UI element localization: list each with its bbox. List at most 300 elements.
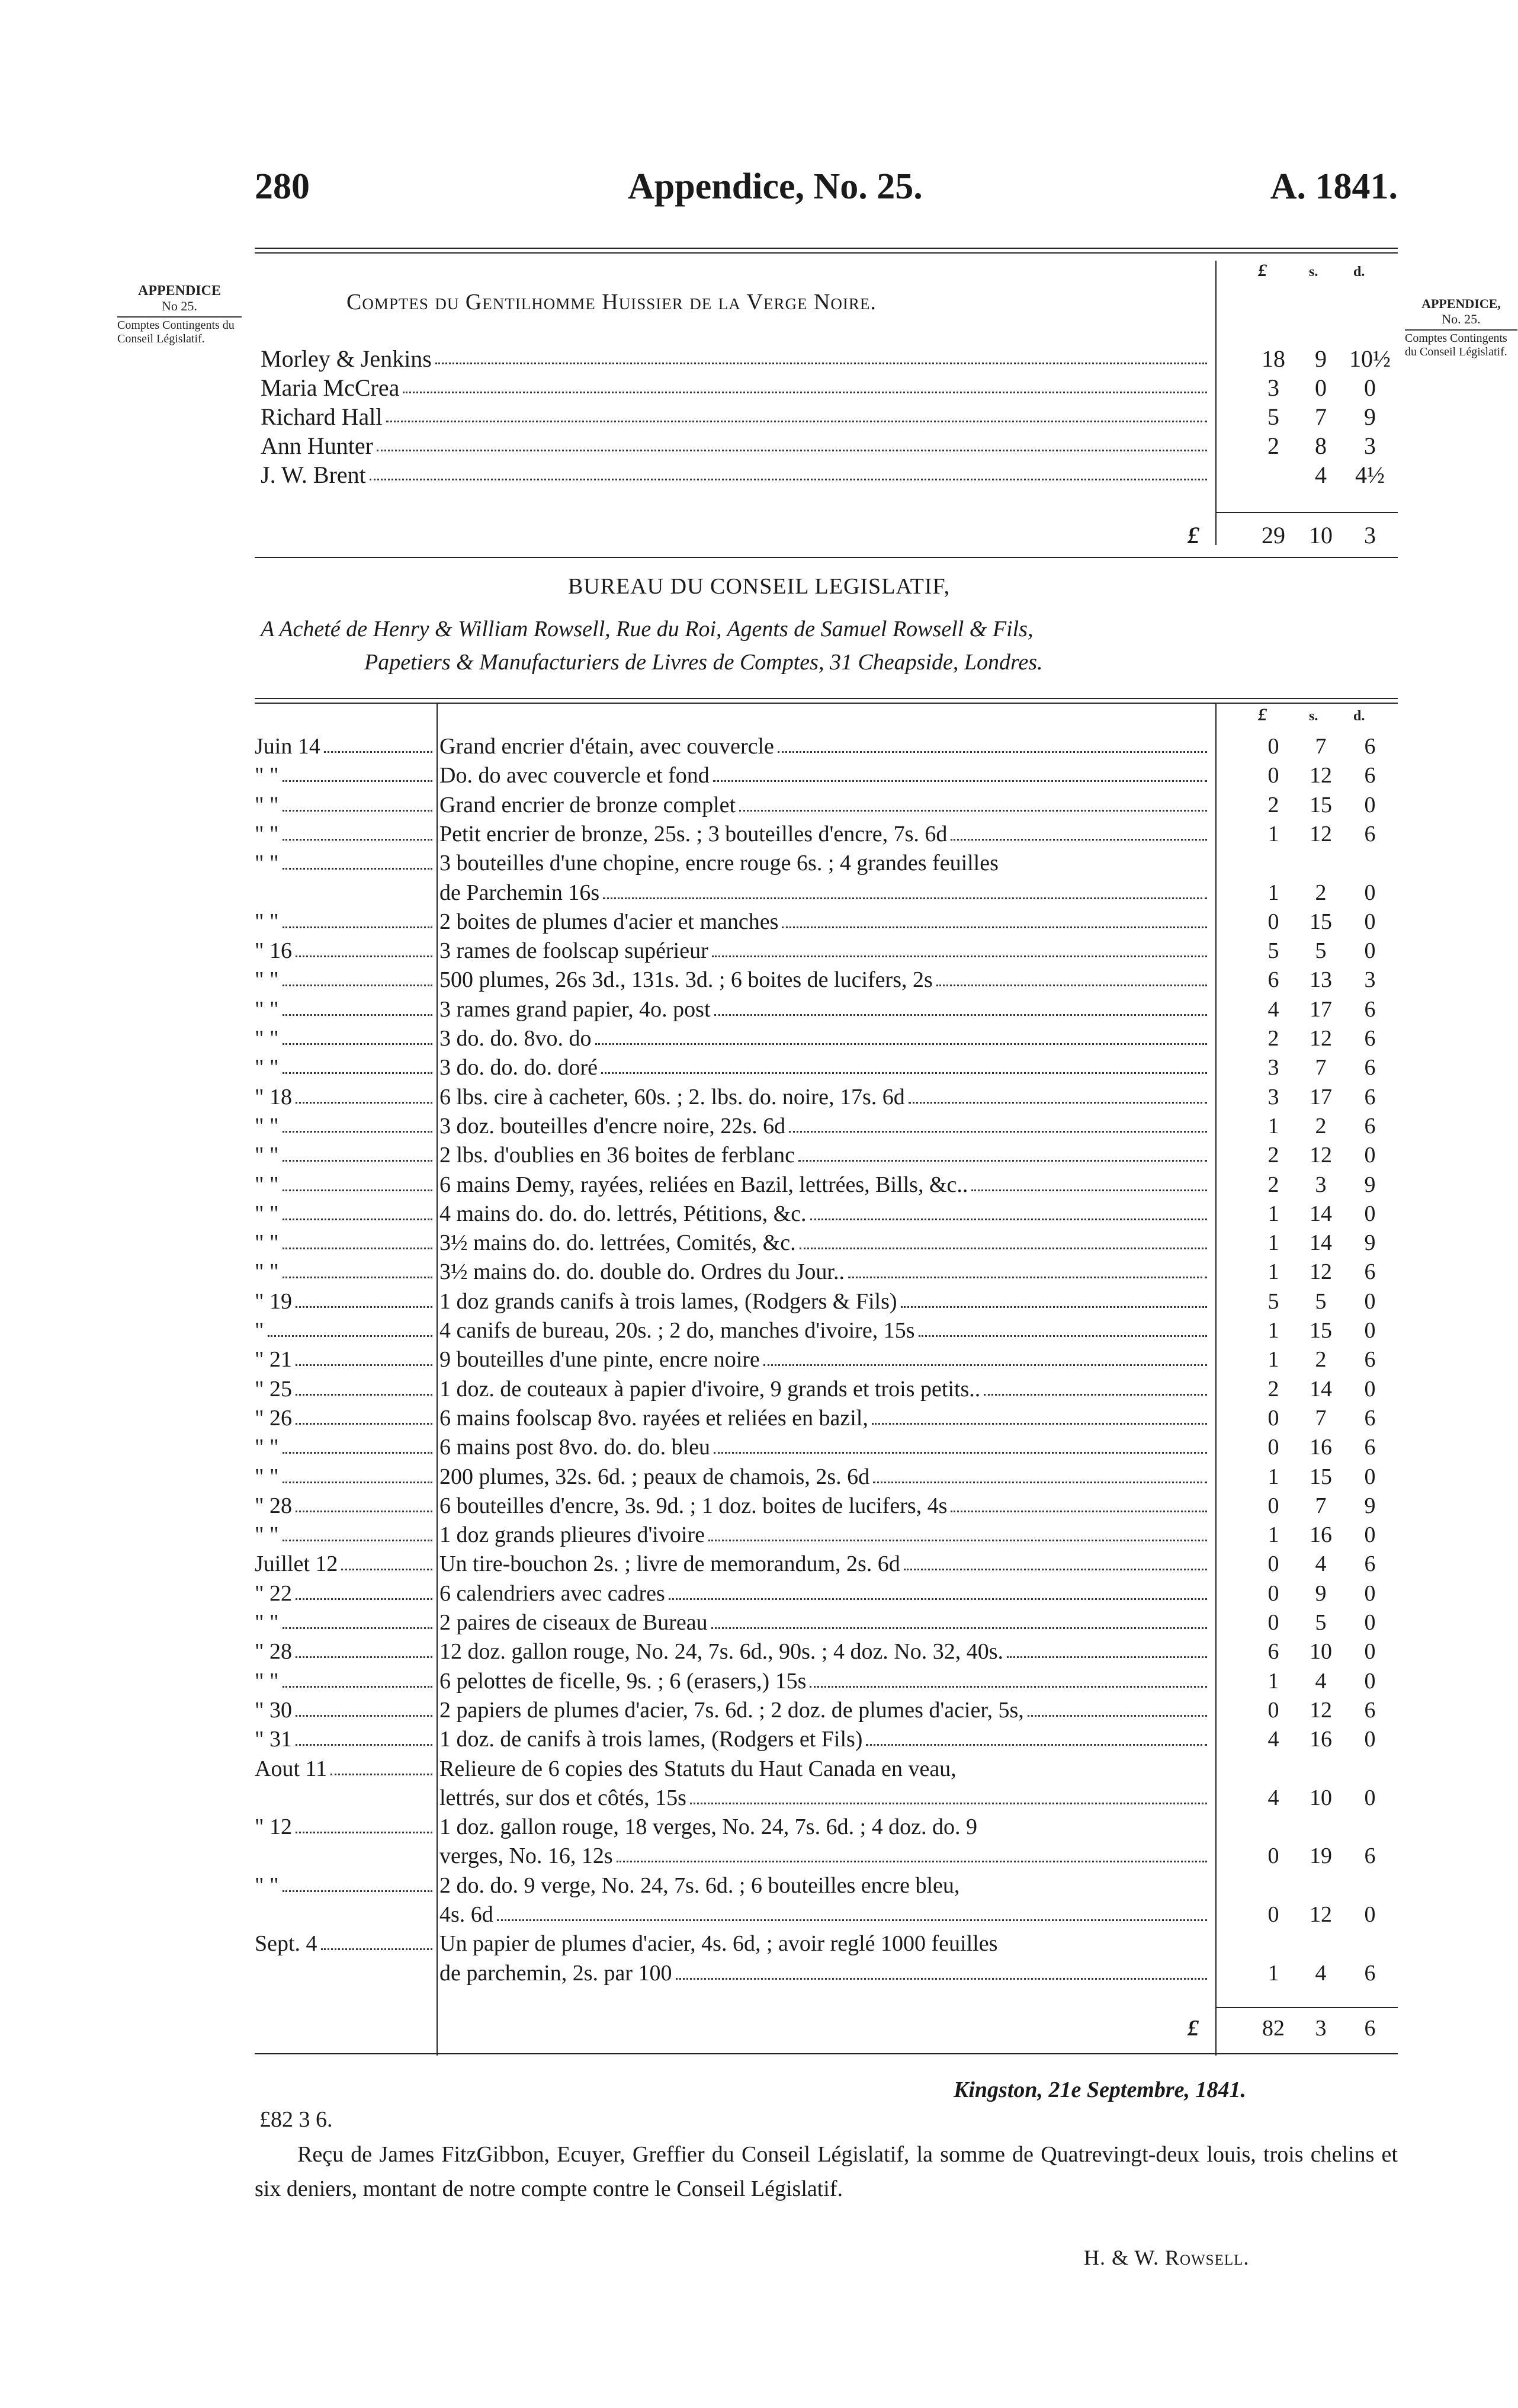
page-header <box>255 166 1398 219</box>
date-leader-dots <box>283 922 432 928</box>
section1-total-pence: 3 <box>1364 522 1376 549</box>
amount-pounds: 0 <box>1267 1902 1279 1927</box>
entry-date: " 25 <box>255 1377 293 1402</box>
amount-shillings: 7 <box>1315 734 1327 759</box>
entry-description: 2 paires de ciseaux de Bureau <box>439 1610 708 1635</box>
amount-shillings: 15 <box>1310 793 1332 817</box>
date-leader-dots <box>296 1739 432 1746</box>
amount-shillings: 5 <box>1315 938 1327 963</box>
amount-pence: 6 <box>1364 1085 1376 1110</box>
margin-note-left <box>117 283 242 346</box>
entry-date: " 16 <box>255 938 293 963</box>
entry-description: 2 papiers de plumes d'acier, 7s. 6d. ; 2 doz. de plumes d'acier, 5s, <box>439 1698 1024 1723</box>
leader-dots <box>617 1855 1207 1862</box>
date-leader-dots <box>283 980 432 986</box>
amount-pence: 6 <box>1364 1055 1376 1080</box>
entry-description: 6 bouteilles d'encre, 3s. 9d. ; 1 doz. boites de lucifers, 4s <box>439 1493 948 1518</box>
section1-total-pounds: 29 <box>1262 522 1285 549</box>
entry-date: " 28 <box>255 1493 293 1518</box>
shillings-header: s. <box>1309 264 1318 280</box>
amount-shillings: 16 <box>1310 1522 1332 1547</box>
date-leader-dots <box>283 775 432 782</box>
leader-dots <box>971 1184 1207 1191</box>
entry-description: 3½ mains do. do. lettrées, Comités, &c. <box>439 1230 796 1255</box>
entry-row <box>255 1201 1398 1230</box>
entry-date: " " <box>255 1259 279 1284</box>
entry-description: 3 rames de foolscap supérieur <box>439 938 708 963</box>
leader-dots <box>778 745 1207 753</box>
margin-note-left-number: No 25. <box>162 299 197 313</box>
entry-row <box>255 821 1398 850</box>
amount-pence: 0 <box>1364 1902 1376 1927</box>
date-leader-dots <box>283 1272 432 1278</box>
entry-row <box>255 1230 1398 1259</box>
section1-row <box>255 403 1398 432</box>
entry-row <box>255 1609 1398 1639</box>
entry-date: Juillet 12 <box>255 1551 338 1576</box>
amount-pence: 6 <box>1364 822 1376 847</box>
pence-header: d. <box>1353 264 1365 280</box>
entry-description: Petit encrier de bronze, 25s. ; 3 bouteilles d'encre, 7s. 6d <box>439 822 948 847</box>
section2-total-shillings: 3 <box>1315 2016 1327 2041</box>
date-leader-dots <box>283 1038 432 1045</box>
amount-pence: 6 <box>1364 1114 1376 1139</box>
entry-row <box>255 996 1398 1025</box>
section2-title: BUREAU DU CONSEIL LEGISLATIF, <box>567 574 951 599</box>
amount-pence: 0 <box>1364 1143 1376 1168</box>
amount-shillings: 12 <box>1310 1259 1332 1284</box>
entry-row <box>255 1960 1398 1989</box>
section1-row <box>255 461 1398 490</box>
date-leader-dots <box>283 1185 432 1191</box>
leader-dots <box>712 950 1207 957</box>
amount-pence: 6 <box>1364 1843 1376 1868</box>
date-leader-dots <box>324 746 432 753</box>
entry-row <box>255 1405 1398 1434</box>
entry-row <box>255 1084 1398 1113</box>
section2-end-rule <box>255 2053 1398 2054</box>
section2-subtitle-line1: A Acheté de Henry & William Rowsell, Rue du Roi, Agents de Samuel Rowsell & Fils, <box>261 617 1034 642</box>
entry-description: 6 lbs. cire à cacheter, 60s. ; 2. lbs. do. noire, 17s. 6d <box>439 1085 905 1110</box>
entry-row <box>255 1639 1398 1668</box>
amount-pence: 6 <box>1364 1551 1376 1576</box>
date-leader-dots <box>283 834 432 841</box>
amount-shillings: 17 <box>1310 1085 1332 1110</box>
entry-description: verges, No. 16, 12s <box>439 1843 613 1868</box>
amount-shillings: 19 <box>1310 1843 1332 1868</box>
amount-shillings: 7 <box>1315 1406 1327 1431</box>
date-leader-dots <box>283 1155 432 1162</box>
amount-pence: 10½ <box>1349 345 1391 372</box>
date-leader-dots <box>296 1097 432 1104</box>
entry-row <box>255 1785 1398 1814</box>
amount-pounds: 1 <box>1267 1259 1279 1284</box>
entry-date: Sept. 4 <box>255 1931 317 1956</box>
amount-pounds: 0 <box>1267 1843 1279 1868</box>
section1-row <box>255 345 1398 374</box>
entry-row <box>255 1288 1398 1317</box>
section1-total-row <box>255 521 1398 551</box>
entry-row <box>255 1054 1398 1083</box>
amount-shillings: 16 <box>1310 1727 1332 1752</box>
amount-shillings: 12 <box>1310 763 1332 788</box>
amount-shillings: 5 <box>1315 1289 1327 1314</box>
date-leader-dots <box>296 951 432 957</box>
amount-pence: 6 <box>1364 1347 1376 1372</box>
amount-shillings: 15 <box>1310 1318 1332 1343</box>
amount-pounds: 4 <box>1267 1785 1279 1810</box>
date-leader-dots <box>283 1214 432 1220</box>
leader-dots <box>936 979 1207 986</box>
entry-row <box>255 1551 1398 1580</box>
date-leader-dots <box>341 1564 432 1570</box>
entry-description: de Parchemin 16s <box>439 880 600 905</box>
amount-pence: 0 <box>1364 1581 1376 1606</box>
header-rule-2 <box>255 252 1398 254</box>
amount-pence: 0 <box>1364 1639 1376 1664</box>
amount-pounds: 18 <box>1262 345 1285 372</box>
amount-shillings: 3 <box>1315 1172 1327 1197</box>
section2-top-rule <box>255 698 1398 699</box>
amount-pence: 0 <box>1364 1785 1376 1810</box>
amount-pounds: 0 <box>1267 1435 1279 1460</box>
amount-pence: 0 <box>1364 1464 1376 1489</box>
amount-pounds: 2 <box>1267 1172 1279 1197</box>
amount-pounds: 1 <box>1267 822 1279 847</box>
section2-subtitle-line2: Papetiers & Manufacturiers de Livres de Comptes, 31 Cheapside, Londres. <box>364 650 1043 675</box>
margin-note-right-number: No. 25. <box>1442 312 1481 326</box>
leader-dots <box>739 804 1207 812</box>
date-leader-dots <box>283 1535 432 1541</box>
leader-dots <box>873 1476 1207 1483</box>
entry-row <box>255 850 1398 879</box>
amount-shillings: 15 <box>1310 909 1332 934</box>
section2-total-row <box>255 2015 1398 2044</box>
amount-pence: 0 <box>1364 1610 1376 1635</box>
date-leader-dots <box>296 1418 432 1425</box>
entry-date: " " <box>255 1669 279 1694</box>
amount-pence: 0 <box>1364 1289 1376 1314</box>
amount-pounds: 2 <box>1267 1026 1279 1051</box>
amount-shillings: 10 <box>1310 1639 1332 1664</box>
section1-title: Comptes du Gentilhomme Huissier de la Verge Noire. <box>346 290 877 315</box>
entry-row <box>255 1172 1398 1201</box>
amount-pounds: 1 <box>1267 1464 1279 1489</box>
amount-shillings: 17 <box>1310 997 1332 1022</box>
amount-pounds: 6 <box>1267 1639 1279 1664</box>
leader-dots <box>1028 1709 1207 1717</box>
leader-dots <box>904 1563 1207 1570</box>
entry-date: " " <box>255 967 279 992</box>
amount-pounds: 5 <box>1267 1289 1279 1314</box>
leader-dots <box>848 1271 1207 1278</box>
date-leader-dots <box>283 1067 432 1074</box>
amount-pounds: 1 <box>1267 1522 1279 1547</box>
entry-date: " " <box>255 1464 279 1489</box>
entry-row <box>255 792 1398 821</box>
section1-row <box>255 374 1398 403</box>
entry-description: 3½ mains do. do. double do. Ordres du Jour.. <box>439 1259 845 1284</box>
entry-row <box>255 733 1398 762</box>
entry-description: 3 do. do. 8vo. do <box>439 1026 592 1051</box>
amount-shillings: 12 <box>1310 1143 1332 1168</box>
entry-date: " " <box>255 1522 279 1547</box>
entry-date: " " <box>255 1143 279 1168</box>
amount-shillings: 10 <box>1310 1785 1332 1810</box>
amount-pence: 6 <box>1364 734 1376 759</box>
leader-dots <box>798 1154 1207 1162</box>
entry-row <box>255 762 1398 791</box>
place-date: Kingston, 21e Septembre, 1841. <box>954 2077 1247 2102</box>
entry-row <box>255 1317 1398 1346</box>
amount-shillings: 4 <box>1315 1961 1327 1986</box>
entry-description: 2 boites de plumes d'acier et manches <box>439 909 779 934</box>
entry-row <box>255 1434 1398 1463</box>
leader-dots <box>676 1972 1207 1980</box>
payee-name: Morley & Jenkins <box>261 345 432 372</box>
amount-pounds: 0 <box>1267 909 1279 934</box>
leader-dots <box>377 444 1207 451</box>
amount-pounds: 0 <box>1267 1406 1279 1431</box>
pounds-header-2: £ <box>1258 705 1267 724</box>
leader-dots <box>901 1300 1207 1308</box>
date-leader-dots <box>283 1009 432 1016</box>
entry-description: 3 bouteilles d'une chopine, encre rouge 6s. ; 4 grandes feuilles <box>439 851 999 876</box>
entry-description: 200 plumes, 32s. 6d. ; peaux de chamois, 2s. 6d <box>439 1464 870 1489</box>
leader-dots <box>763 1358 1207 1366</box>
leader-dots <box>711 1621 1207 1629</box>
entry-date: Juin 14 <box>255 734 320 759</box>
entry-date: " " <box>255 1873 279 1898</box>
entry-date: " " <box>255 1201 279 1226</box>
entry-description: 1 doz grands plieures d'ivoire <box>439 1522 705 1547</box>
leader-dots <box>782 921 1207 928</box>
leader-dots <box>403 386 1207 393</box>
amount-pounds: 1 <box>1267 1669 1279 1694</box>
leader-dots <box>919 1329 1207 1337</box>
amount-shillings: 12 <box>1310 1026 1332 1051</box>
amount-pounds: 2 <box>1267 432 1279 459</box>
amount-pence: 6 <box>1364 1406 1376 1431</box>
receipt-sum: £82 3 6. <box>259 2107 333 2132</box>
amount-pounds: 2 <box>1267 1143 1279 1168</box>
date-leader-dots <box>268 1330 432 1337</box>
leader-dots <box>690 1797 1207 1804</box>
amount-pence: 0 <box>1364 938 1376 963</box>
margin-note-right-title: APPENDICE, <box>1421 296 1501 311</box>
entry-date: " " <box>255 1610 279 1635</box>
amount-shillings: 4 <box>1315 1551 1327 1576</box>
entry-description: Un papier de plumes d'acier, 4s. 6d, ; avoir reglé 1000 feuilles <box>439 1931 998 1956</box>
amount-shillings: 14 <box>1310 1377 1332 1402</box>
leader-dots <box>713 774 1207 782</box>
entry-date: " 21 <box>255 1347 293 1372</box>
payee-name: Maria McCrea <box>261 374 400 401</box>
amount-pence: 9 <box>1364 1230 1376 1255</box>
entry-date: " 26 <box>255 1406 293 1431</box>
leader-dots <box>370 473 1207 480</box>
entry-row <box>255 938 1398 967</box>
entry-date: " " <box>255 909 279 934</box>
amount-pounds: 0 <box>1267 1581 1279 1606</box>
amount-shillings: 14 <box>1310 1230 1332 1255</box>
leader-dots <box>789 1125 1207 1133</box>
entry-description: 4s. 6d <box>439 1902 493 1927</box>
amount-pounds: 5 <box>1267 938 1279 963</box>
amount-pence: 4½ <box>1355 461 1385 488</box>
leader-dots <box>386 415 1207 422</box>
amount-pounds: 0 <box>1267 763 1279 788</box>
section2-total-pounds: 82 <box>1262 2016 1285 2041</box>
leader-dots <box>1007 1650 1207 1658</box>
date-leader-dots <box>296 1301 432 1308</box>
section2-total-rule <box>1215 2007 1398 2008</box>
amount-pence: 0 <box>1364 1201 1376 1226</box>
entry-date: " 31 <box>255 1727 293 1752</box>
amount-shillings: 15 <box>1310 1464 1332 1489</box>
amount-shillings: 5 <box>1315 1610 1327 1635</box>
amount-pence: 6 <box>1364 763 1376 788</box>
amount-pence: 0 <box>1364 374 1376 401</box>
date-leader-dots <box>283 1681 432 1688</box>
leader-dots <box>951 1505 1207 1512</box>
entry-description: de parchemin, 2s. par 100 <box>439 1961 672 1986</box>
leader-dots <box>800 1242 1207 1249</box>
entry-row <box>255 1493 1398 1522</box>
date-leader-dots <box>330 1769 432 1775</box>
amount-shillings: 7 <box>1315 403 1327 430</box>
amount-shillings: 14 <box>1310 1201 1332 1226</box>
entry-date: " 12 <box>255 1814 293 1839</box>
amount-pounds: 1 <box>1267 1201 1279 1226</box>
entry-date: " " <box>255 997 279 1022</box>
entry-date: " " <box>255 763 279 788</box>
amount-shillings: 16 <box>1310 1435 1332 1460</box>
entry-row <box>255 1814 1398 1843</box>
leader-dots <box>601 1066 1207 1074</box>
section2-currency-header <box>1214 705 1398 729</box>
entry-row <box>255 1756 1398 1785</box>
entry-row <box>255 967 1398 996</box>
leader-dots <box>708 1534 1207 1541</box>
date-leader-dots <box>283 1243 432 1249</box>
section2-total-symbol: £ <box>1188 2016 1199 2041</box>
margin-note-right-text: Comptes Contingents du Conseil Législatif. <box>1405 329 1517 359</box>
margin-note-left-text: Comptes Contingents du Conseil Législatif. <box>117 316 242 346</box>
entry-date: " " <box>255 851 279 876</box>
entry-description: 6 mains post 8vo. do. do. bleu <box>439 1435 711 1460</box>
amount-pounds: 3 <box>1267 374 1279 401</box>
date-leader-dots <box>283 1623 432 1629</box>
amount-shillings: 7 <box>1315 1055 1327 1080</box>
leader-dots <box>951 833 1207 841</box>
entry-date: " " <box>255 793 279 817</box>
section1-end-rule <box>255 557 1398 558</box>
amount-shillings: 12 <box>1310 1902 1332 1927</box>
amount-pence: 6 <box>1364 1961 1376 1986</box>
entry-row <box>255 1872 1398 1902</box>
amount-pounds: 1 <box>1267 1347 1279 1372</box>
entry-description: 6 mains foolscap 8vo. rayées et reliées en bazil, <box>439 1406 868 1431</box>
entry-row <box>255 1726 1398 1755</box>
date-leader-dots <box>296 1710 432 1717</box>
amount-pence: 9 <box>1364 1172 1376 1197</box>
entry-description: Un tire-bouchon 2s. ; livre de memorandum, 2s. 6d <box>439 1551 900 1576</box>
date-leader-dots <box>296 1506 432 1512</box>
entry-row <box>255 1464 1398 1493</box>
date-leader-dots <box>296 1389 432 1396</box>
section1-total-symbol: £ <box>1188 522 1199 549</box>
amount-shillings: 2 <box>1315 880 1327 905</box>
amount-shillings: 0 <box>1315 374 1327 401</box>
entry-description: 500 plumes, 26s 3d., 131s. 3d. ; 6 boites de lucifers, 2s <box>439 967 933 992</box>
amount-pounds: 2 <box>1267 793 1279 817</box>
amount-shillings: 9 <box>1315 1581 1327 1606</box>
leader-dots <box>810 1213 1207 1220</box>
entry-row <box>255 1902 1398 1931</box>
entry-row <box>255 880 1398 909</box>
date-leader-dots <box>296 1359 432 1366</box>
amount-pounds: 3 <box>1267 1055 1279 1080</box>
entry-description: 1 doz grands canifs à trois lames, (Rodgers & Fils) <box>439 1289 897 1314</box>
payee-name: Richard Hall <box>261 403 383 430</box>
entry-description: 1 doz. gallon rouge, 18 verges, No. 24, 7s. 6d. ; 4 doz. do. 9 <box>439 1814 978 1839</box>
entry-date: Aout 11 <box>255 1756 328 1781</box>
leader-dots <box>984 1388 1207 1396</box>
amount-pounds: 3 <box>1267 1085 1279 1110</box>
amount-pence: 3 <box>1364 432 1376 459</box>
page-title: Appendice, No. 25. <box>628 166 923 207</box>
entry-row <box>255 1142 1398 1171</box>
section1-currency-header <box>1214 261 1398 284</box>
leader-dots <box>714 1446 1207 1454</box>
entry-description: 3 doz. bouteilles d'encre noire, 22s. 6d <box>439 1114 786 1139</box>
amount-pence: 6 <box>1364 1698 1376 1723</box>
entry-row <box>255 1931 1398 1960</box>
entry-description: 6 pelottes de ficelle, 9s. ; 6 (erasers,) 15s <box>439 1669 807 1694</box>
amount-pounds: 4 <box>1267 1727 1279 1752</box>
entry-description: 2 lbs. d'oublies en 36 boites de ferblanc <box>439 1143 795 1168</box>
amount-shillings: 8 <box>1315 432 1327 459</box>
amount-shillings: 2 <box>1315 1347 1327 1372</box>
entry-date: " " <box>255 1055 279 1080</box>
amount-shillings: 4 <box>1315 1669 1327 1694</box>
date-leader-dots <box>296 1652 432 1658</box>
amount-pounds: 0 <box>1267 1610 1279 1635</box>
entry-description: 3 do. do. do. doré <box>439 1055 598 1080</box>
amount-pounds: 1 <box>1267 1230 1279 1255</box>
header-rule <box>255 248 1398 249</box>
section1-total-rule <box>1215 512 1398 513</box>
amount-pence: 9 <box>1364 403 1376 430</box>
entry-row <box>255 1668 1398 1697</box>
leader-dots <box>810 1680 1207 1688</box>
amount-pounds: 0 <box>1267 734 1279 759</box>
amount-pence: 0 <box>1364 909 1376 934</box>
date-leader-dots <box>296 1593 432 1600</box>
entry-description: 2 do. do. 9 verge, No. 24, 7s. 6d. ; 6 bouteilles encre bleu, <box>439 1873 960 1898</box>
entry-description: Relieure de 6 copies des Statuts du Haut Canada en veau, <box>439 1756 957 1781</box>
entry-description: 1 doz. de canifs à trois lames, (Rodgers et Fils) <box>439 1727 863 1752</box>
page-number: 280 <box>255 166 310 207</box>
date-leader-dots <box>283 1477 432 1483</box>
leader-dots <box>595 1037 1207 1045</box>
entry-date: " " <box>255 1114 279 1139</box>
entry-description: 9 bouteilles d'une pinte, encre noire <box>439 1347 760 1372</box>
amount-pounds: 1 <box>1267 1961 1279 1986</box>
entry-description: Grand encrier de bronze complet <box>439 793 736 817</box>
entry-description: 4 canifs de bureau, 20s. ; 2 do, manches d'ivoire, 15s <box>439 1318 915 1343</box>
